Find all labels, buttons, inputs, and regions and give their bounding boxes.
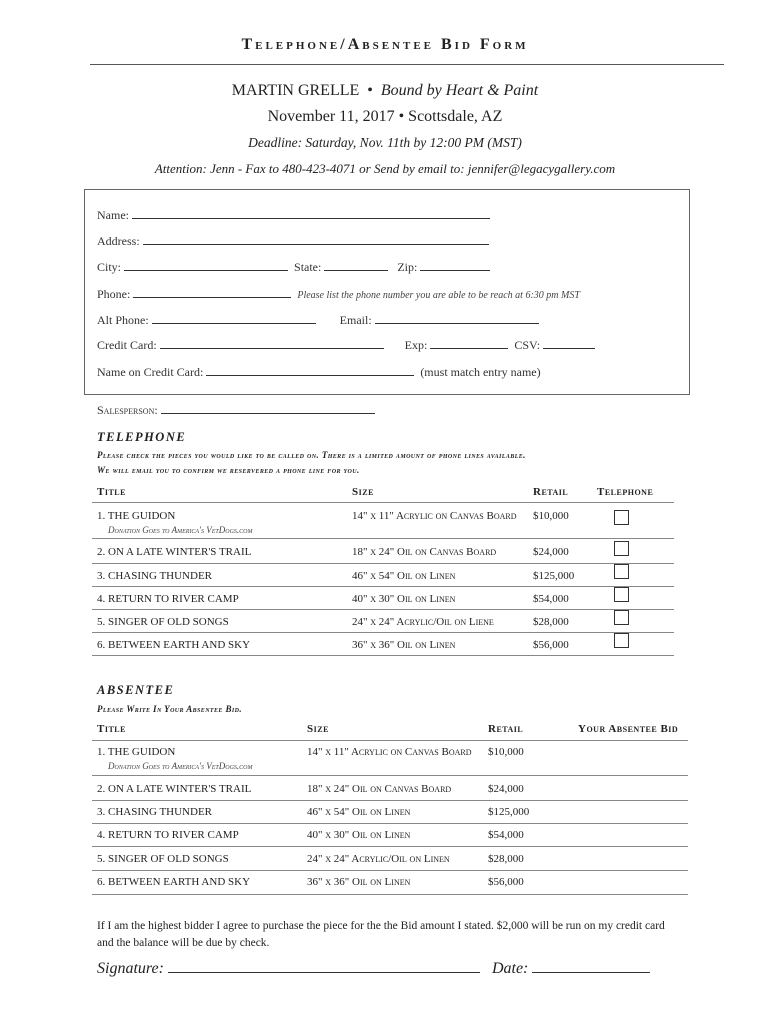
signature-field[interactable] bbox=[168, 958, 480, 973]
tel-row-1-size: 14" x 11" Acrylic on Canvas Board bbox=[352, 510, 517, 522]
tel-row-divider bbox=[92, 609, 674, 610]
tel-row-5-size: 24" x 24" Acrylic/Oil on Liene bbox=[352, 616, 494, 628]
abs-row-2-bid-field[interactable] bbox=[578, 783, 678, 797]
abs-row-1-retail: $10,000 bbox=[488, 746, 524, 758]
csv-field[interactable] bbox=[543, 338, 595, 349]
abs-col-size: Size bbox=[307, 723, 329, 735]
address-label: Address: bbox=[97, 234, 140, 248]
salesperson-row bbox=[97, 403, 375, 418]
absentee-heading: ABSENTEE bbox=[97, 683, 175, 697]
name-field[interactable] bbox=[132, 208, 490, 219]
exp-field[interactable] bbox=[430, 338, 508, 349]
tel-col-retail: Retail bbox=[533, 486, 569, 498]
tel-row-5-retail: $28,000 bbox=[533, 616, 569, 628]
state-field[interactable] bbox=[324, 260, 388, 271]
tel-row-5-title: 5. SINGER OF OLD SONGS bbox=[97, 616, 229, 628]
abs-row-divider bbox=[92, 823, 688, 824]
tel-row-1-title: 1. THE GUIDON bbox=[97, 510, 176, 522]
abs-row-divider bbox=[92, 894, 688, 895]
form-title: Telephone/Absentee Bid Form bbox=[241, 36, 529, 53]
tel-col-size: Size bbox=[352, 486, 374, 498]
abs-row-6-retail: $56,000 bbox=[488, 876, 524, 888]
tel-row-6-title: 6. BETWEEN EARTH AND SKY bbox=[97, 639, 251, 651]
abs-row-6-title: 6. BETWEEN EARTH AND SKY bbox=[97, 876, 251, 888]
name-on-card-label: Name on Credit Card: bbox=[97, 365, 204, 379]
tel-row-1-note: Donation Goes to America's VetDogs.com bbox=[108, 525, 253, 535]
date-field[interactable] bbox=[532, 958, 650, 973]
tel-row-2-size: 18" x 24" Oil on Canvas Board bbox=[352, 546, 497, 558]
telephone-heading: TELEPHONE bbox=[97, 430, 187, 444]
name-on-card-row bbox=[97, 365, 541, 380]
state-label: State: bbox=[294, 260, 322, 274]
tel-row-2-retail: $24,000 bbox=[533, 546, 569, 558]
name-on-card-field[interactable] bbox=[206, 365, 414, 376]
alt-phone-label: Alt Phone: bbox=[97, 313, 149, 327]
phone-label: Phone: bbox=[97, 287, 131, 301]
abs-row-3-title: 3. CHASING THUNDER bbox=[97, 806, 212, 818]
csv-label: CSV: bbox=[514, 338, 541, 352]
abs-row-5-retail: $28,000 bbox=[488, 853, 524, 865]
tel-row-divider bbox=[92, 632, 674, 633]
tel-col-title: Title bbox=[97, 486, 126, 498]
abs-row-5-size: 24" x 24" Acrylic/Oil on Linen bbox=[307, 853, 450, 865]
name-row bbox=[97, 208, 490, 223]
tel-row-4-size: 40" x 30" Oil on Linen bbox=[352, 593, 456, 605]
tel-row-2-checkbox[interactable] bbox=[614, 541, 629, 556]
match-note: (must match entry name) bbox=[420, 365, 541, 379]
tel-row-1-checkbox[interactable] bbox=[614, 510, 629, 525]
agreement-text: If I am the highest bidder I agree to purchase the piece for the the Bid amount I stated. $2,000 will be run on my credit card and the balance will be due by check. bbox=[97, 920, 665, 949]
credit-card-label: Credit Card: bbox=[97, 338, 157, 352]
address-row bbox=[97, 234, 489, 249]
city-label: City: bbox=[97, 260, 122, 274]
credit-card-row bbox=[97, 338, 595, 353]
tel-col-telephone: Telephone bbox=[597, 486, 654, 498]
tel-row-4-checkbox[interactable] bbox=[614, 587, 629, 602]
abs-row-5-title: 5. SINGER OF OLD SONGS bbox=[97, 853, 229, 865]
tel-row-3-title: 3. CHASING THUNDER bbox=[97, 570, 212, 582]
signature-label: Signature: bbox=[97, 960, 164, 977]
tel-row-6-checkbox[interactable] bbox=[614, 633, 629, 648]
tel-row-1-retail: $10,000 bbox=[533, 510, 569, 522]
abs-col-retail: Retail bbox=[488, 723, 524, 735]
abs-header-divider bbox=[92, 740, 688, 741]
tel-row-2-title: 2. ON A LATE WINTER'S TRAIL bbox=[97, 546, 252, 558]
show-title: Bound by Heart & Paint bbox=[380, 82, 539, 99]
date-label: Date: bbox=[491, 960, 529, 977]
abs-row-4-retail: $54,000 bbox=[488, 829, 524, 841]
abs-row-3-retail: $125,000 bbox=[488, 806, 530, 818]
alt-phone-email-row bbox=[97, 313, 539, 328]
tel-row-4-title: 4. RETURN TO RIVER CAMP bbox=[97, 593, 239, 605]
artist-line bbox=[0, 82, 770, 100]
artist-name: MARTIN GRELLE bbox=[231, 82, 360, 99]
abs-row-1-note: Donation Goes to America's VetDogs.com bbox=[108, 761, 253, 771]
abs-row-4-bid-field[interactable] bbox=[578, 829, 678, 843]
tel-row-5-checkbox[interactable] bbox=[614, 610, 629, 625]
abs-row-3-bid-field[interactable] bbox=[578, 806, 678, 820]
abs-row-divider bbox=[92, 800, 688, 801]
tel-row-3-size: 46" x 54" Oil on Linen bbox=[352, 570, 456, 582]
abs-row-5-bid-field[interactable] bbox=[578, 853, 678, 867]
tel-row-4-retail: $54,000 bbox=[533, 593, 569, 605]
tel-row-divider bbox=[92, 538, 674, 539]
email-label: Email: bbox=[339, 313, 372, 327]
name-label: Name: bbox=[97, 208, 129, 222]
address-field[interactable] bbox=[143, 234, 489, 245]
city-state-zip-row bbox=[97, 260, 490, 275]
abs-row-divider bbox=[92, 870, 688, 871]
signature-row bbox=[97, 958, 650, 978]
abs-row-divider bbox=[92, 846, 688, 847]
abs-row-1-size: 14" x 11" Acrylic on Canvas Board bbox=[307, 746, 472, 758]
abs-col-bid: Your Absentee Bid bbox=[578, 723, 679, 735]
phone-note: Please list the phone number you are able to be reach at 6:30 pm MST bbox=[297, 290, 580, 301]
zip-field[interactable] bbox=[420, 260, 490, 271]
telephone-instruction-1: Please check the pieces you would like to be called on. There is a limited amount of phone lines available. bbox=[97, 450, 526, 460]
abs-row-1-title: 1. THE GUIDON bbox=[97, 746, 176, 758]
tel-row-6-retail: $56,000 bbox=[533, 639, 569, 651]
date-location: November 11, 2017 • Scottsdale, AZ bbox=[267, 108, 503, 125]
title-divider bbox=[90, 64, 724, 65]
tel-row-divider bbox=[92, 586, 674, 587]
abs-row-3-size: 46" x 54" Oil on Linen bbox=[307, 806, 411, 818]
email-field[interactable] bbox=[375, 313, 539, 324]
alt-phone-field[interactable] bbox=[152, 313, 316, 324]
bullet-separator: • bbox=[363, 82, 377, 99]
abs-row-2-size: 18" x 24" Oil on Canvas Board bbox=[307, 783, 452, 795]
salesperson-label: Salesperson: bbox=[97, 403, 158, 417]
phone-field[interactable] bbox=[133, 287, 291, 298]
abs-row-1-bid-field[interactable] bbox=[578, 746, 678, 760]
abs-row-4-title: 4. RETURN TO RIVER CAMP bbox=[97, 829, 239, 841]
absentee-instruction: Please Write In Your Absentee Bid. bbox=[97, 704, 242, 714]
tel-row-6-size: 36" x 36" Oil on Linen bbox=[352, 639, 456, 651]
salesperson-field[interactable] bbox=[161, 403, 375, 414]
tel-header-divider bbox=[92, 502, 674, 503]
abs-row-6-bid-field[interactable] bbox=[578, 876, 678, 890]
tel-row-divider bbox=[92, 563, 674, 564]
city-field[interactable] bbox=[124, 260, 288, 271]
telephone-instruction-2: We will email you to confirm we reservered a phone line for you. bbox=[97, 465, 360, 475]
phone-row bbox=[97, 287, 580, 302]
tel-row-3-checkbox[interactable] bbox=[614, 564, 629, 579]
abs-row-4-size: 40" x 30" Oil on Linen bbox=[307, 829, 411, 841]
abs-row-2-retail: $24,000 bbox=[488, 783, 524, 795]
abs-row-divider bbox=[92, 775, 688, 776]
deadline: Deadline: Saturday, Nov. 11th by 12:00 PM (MST) bbox=[248, 135, 522, 150]
zip-label: Zip: bbox=[397, 260, 418, 274]
abs-row-2-title: 2. ON A LATE WINTER'S TRAIL bbox=[97, 783, 252, 795]
abs-row-6-size: 36" x 36" Oil on Linen bbox=[307, 876, 411, 888]
credit-card-field[interactable] bbox=[160, 338, 384, 349]
abs-col-title: Title bbox=[97, 723, 126, 735]
exp-label: Exp: bbox=[404, 338, 428, 352]
tel-row-divider bbox=[92, 655, 674, 656]
attention-line: Attention: Jenn - Fax to 480-423-4071 or Send by email to: jennifer@legacygallery.com bbox=[154, 161, 616, 176]
tel-row-3-retail: $125,000 bbox=[533, 570, 575, 582]
